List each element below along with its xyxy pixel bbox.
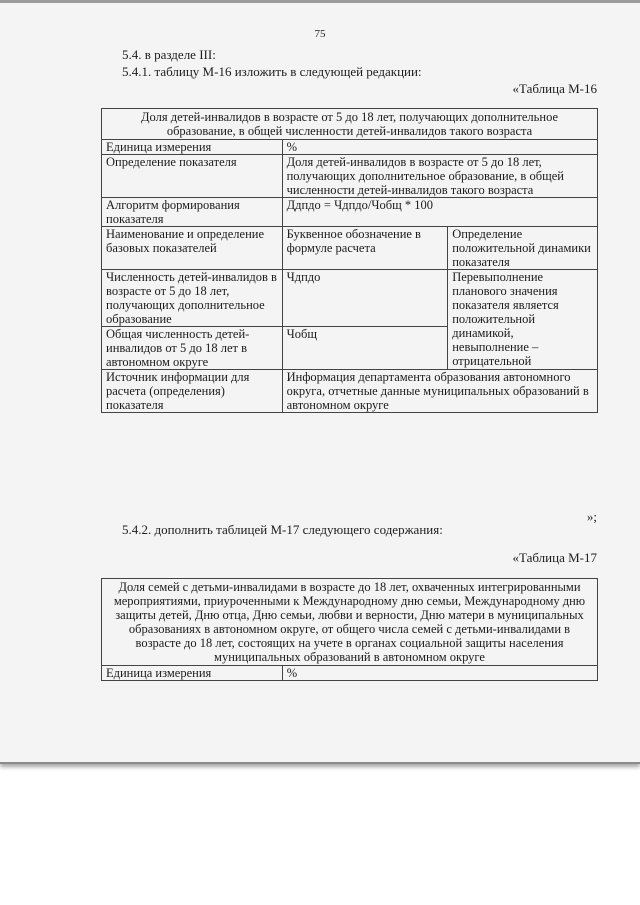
unit-label: Единица измерения: [102, 140, 283, 155]
definition-value: Доля детей-инвалидов в возрасте от 5 до 18 лет, получающих дополнительное образование, в общей численности детей-инвалидов такого возраста: [282, 155, 597, 198]
source-value: Информация департамента образования автономного округа, отчетные данные муниципальных образований в автономном округе: [282, 370, 597, 413]
base-indicators-header: Наименование и определение базовых показателей: [102, 227, 283, 270]
table-16-title: Доля детей-инвалидов в возрасте от 5 до 18 лет, получающих дополнительное образование, в общей численности детей-инвалидов такого возраста: [102, 109, 598, 140]
definition-label: Определение показателя: [102, 155, 283, 198]
table-16-label: «Таблица М-16: [512, 81, 597, 96]
dynamics-header: Определение положительной динамики показателя: [448, 227, 598, 270]
table-17-label: «Таблица М-17: [512, 550, 597, 565]
page-number: 75: [314, 28, 326, 40]
symbol-header: Буквенное обозначение в формуле расчета: [282, 227, 448, 270]
table-17-title: Доля семей с детьми-инвалидами в возрасте до 18 лет, охваченных интегрированными мероприятиями, приуроченными к Международному дню семьи, Международному дню защиты детей, Дню отца, Дню семьи, любви и верности, Дню матери в муниципальных образованиях в автономном округе, от общего числа семей с детьми-инвалидами в возрасте до 18 лет, состоящих на учете в органах социальной защиты населения муниципальных образований в автономном округе: [102, 579, 598, 666]
scan-edge: [0, 0, 640, 3]
item-5-4-2: 5.4.2. дополнить таблицей М-17 следующего содержания:: [122, 522, 443, 537]
unit-value: %: [282, 140, 597, 155]
table-m17: [101, 578, 598, 681]
algorithm-value: Ддпдо = Чдпдо/Чобщ * 100: [282, 198, 597, 227]
item-5-4-1: 5.4.1. таблицу М-16 изложить в следующей редакции:: [122, 64, 422, 79]
base-indicator-1-name: Численность детей-инвалидов в возрасте от 5 до 18 лет, получающих дополнительное образование: [102, 270, 283, 327]
source-label: Источник информации для расчета (определения) показателя: [102, 370, 283, 413]
table-17-unit-label: Единица измерения: [102, 666, 283, 681]
base-indicator-1-symbol: Чдпдо: [282, 270, 448, 327]
closing-mark: »;: [586, 509, 597, 524]
base-indicator-2-name: Общая численность детей-инвалидов от 5 до 18 лет в автономном округе: [102, 327, 283, 370]
algorithm-label: Алгоритм формирования показателя: [102, 198, 283, 227]
base-indicator-2-symbol: Чобщ: [282, 327, 448, 370]
table-m16: [101, 108, 598, 413]
table-17-unit-value: %: [282, 666, 597, 681]
dynamics-value: Перевыполнение планового значения показателя является положительной динамикой, невыполнение – отрицательной: [448, 270, 598, 370]
section-heading: 5.4. в разделе III:: [122, 47, 216, 62]
